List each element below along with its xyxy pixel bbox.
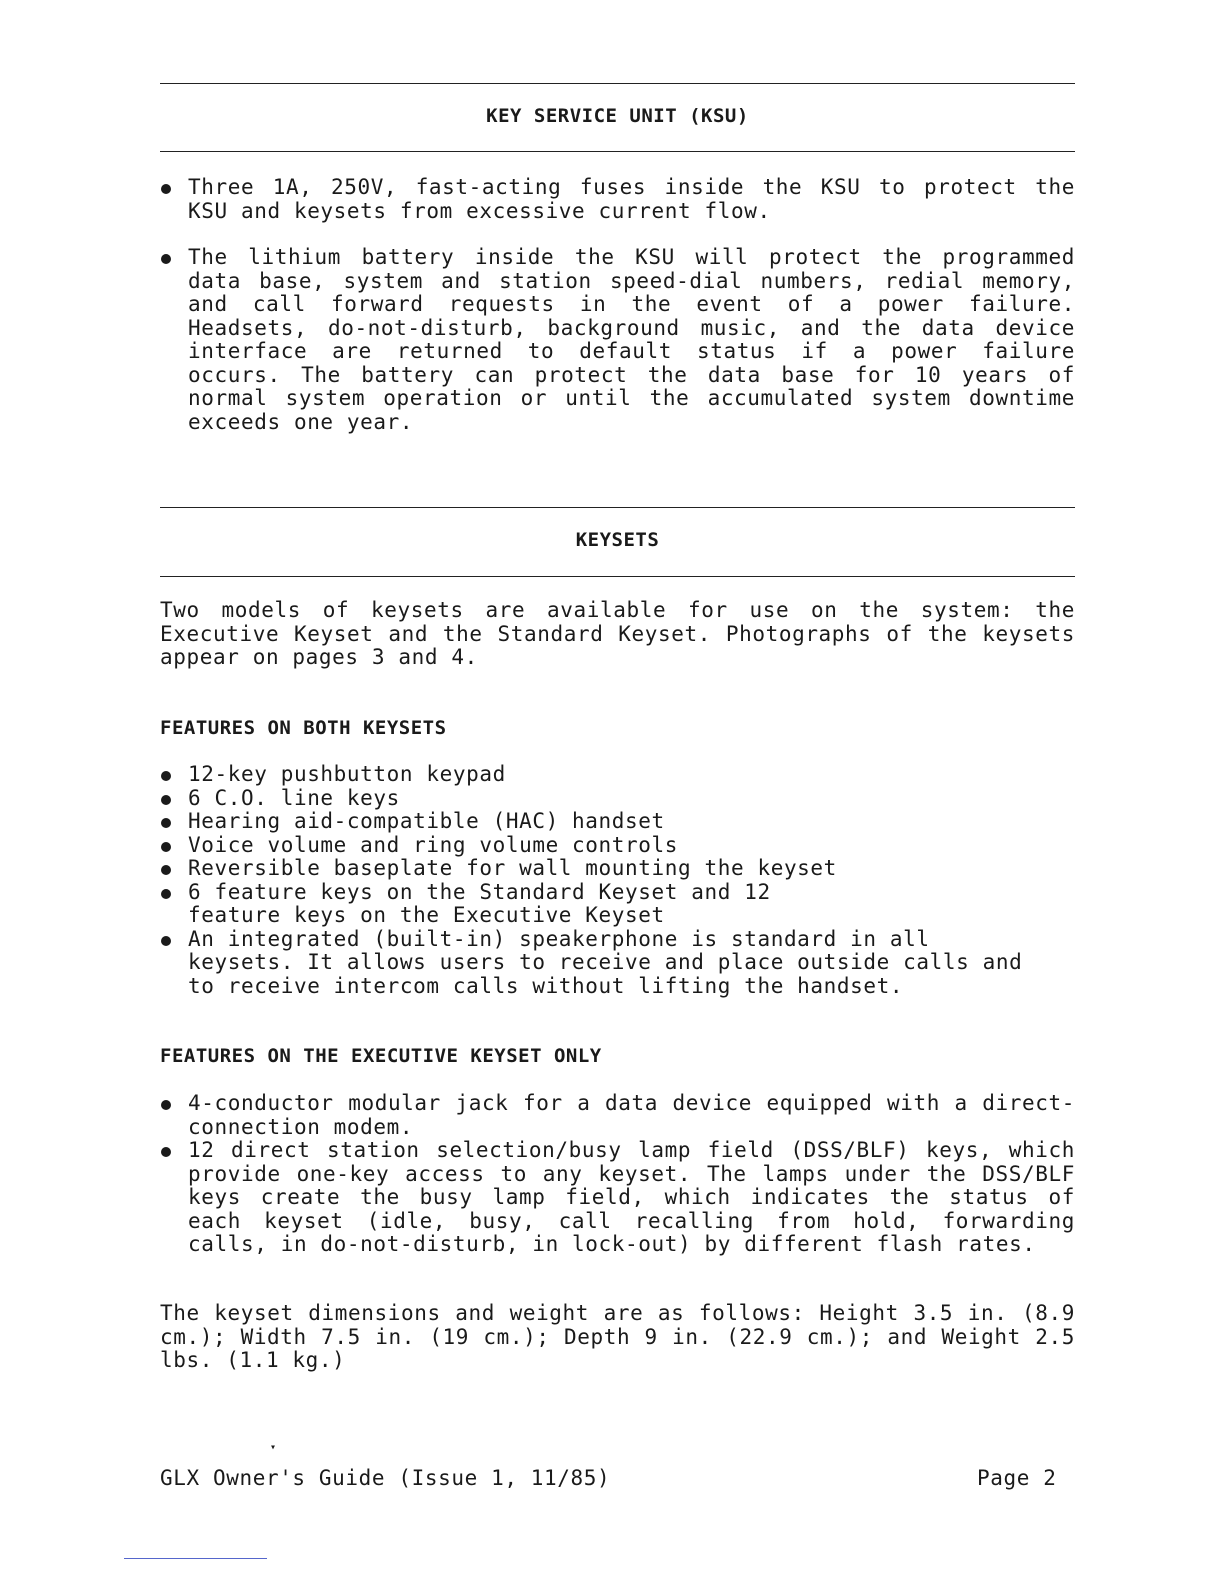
section-rule-bottom — [160, 151, 1075, 152]
keysets-heading: KEYSETS — [575, 529, 660, 551]
list-item: Three 1A, 250V, fast-acting fuses inside the KSU to protect the KSU and keysets from excessive current flow. — [160, 176, 1075, 223]
bullet-icon — [161, 842, 171, 852]
bullet-icon — [161, 1147, 171, 1157]
scan-mark-line — [124, 1558, 267, 1559]
scan-speck: ▾ — [270, 1442, 277, 1453]
page-number: Page 2 — [977, 1466, 1057, 1490]
list-item: 6 feature keys on the Standard Keyset and 12 feature keys on the Executive Keyset — [160, 881, 868, 928]
list-item: 12 direct station selection/busy lamp field (DSS/BLF) keys, which provide one-key access to any keyset. The lamps under the DSS/BLF keys create the busy lamp field, which indicates the status of each keyset (idle, busy, call recalling from hold, forwarding calls, in do-not-disturb, in lock-out) by different flash rates. — [160, 1139, 1075, 1257]
bullet-icon — [161, 818, 171, 828]
list-item: 12-key pushbutton keypad — [160, 763, 1075, 787]
bullet-icon — [161, 795, 171, 805]
bullet-icon — [161, 936, 171, 946]
bullet-icon — [161, 889, 171, 899]
keysets-intro: Two models of keysets are available for use on the system: the Executive Keyset and the Standard Keyset. Photographs of the keysets appear on pages 3 and 4. — [160, 598, 1075, 669]
both-keysets-list — [160, 763, 1075, 998]
list-item: Reversible baseplate for wall mounting the keyset — [160, 857, 1075, 881]
keyset-dimensions: The keyset dimensions and weight are as follows: Height 3.5 in. (8.9 cm.); Width 7.5 in. (19 cm.); Depth 9 in. (22.9 cm.); and Weight 2.5 lbs. (1.1 kg.) — [160, 1301, 1075, 1372]
executive-keyset-list — [160, 1092, 1075, 1257]
list-item: Voice volume and ring volume controls — [160, 834, 1075, 858]
ksu-heading: KEY SERVICE UNIT (KSU) — [486, 105, 749, 127]
section-rule-top — [160, 507, 1075, 508]
section-rule-bottom — [160, 576, 1075, 577]
bullet-icon — [161, 1100, 171, 1110]
both-keysets-heading: FEATURES ON BOTH KEYSETS — [160, 717, 447, 739]
list-item: The lithium battery inside the KSU will protect the programmed data base, system and station speed-dial numbers, redial memory, and call forward requests in the event of a power failure. Headsets, do-not-disturb, background music, and the data device interface are returned to default status if a power failure occurs. The battery can protect the data base for 10 years of normal system operation or until the accumulated system downtime exceeds one year. — [160, 246, 1075, 434]
bullet-icon — [161, 254, 171, 264]
section-rule-top — [160, 83, 1075, 84]
list-item: 6 C.O. line keys — [160, 787, 1075, 811]
list-item: 4-conductor modular jack for a data device equipped with a direct-connection modem. — [160, 1092, 1075, 1139]
bullet-icon — [161, 865, 171, 875]
ksu-bullet-list — [160, 176, 1075, 434]
bullet-icon — [161, 184, 171, 194]
footer-title: GLX Owner's Guide (Issue 1, 11/85) — [160, 1466, 611, 1490]
list-item: An integrated (built-in) speakerphone is standard in all keysets. It allows users to receive and place outside calls and to receive intercom calls without lifting the handset. — [160, 928, 1038, 999]
bullet-icon — [161, 771, 171, 781]
executive-keyset-heading: FEATURES ON THE EXECUTIVE KEYSET ONLY — [160, 1045, 602, 1067]
list-item: Hearing aid-compatible (HAC) handset — [160, 810, 1075, 834]
